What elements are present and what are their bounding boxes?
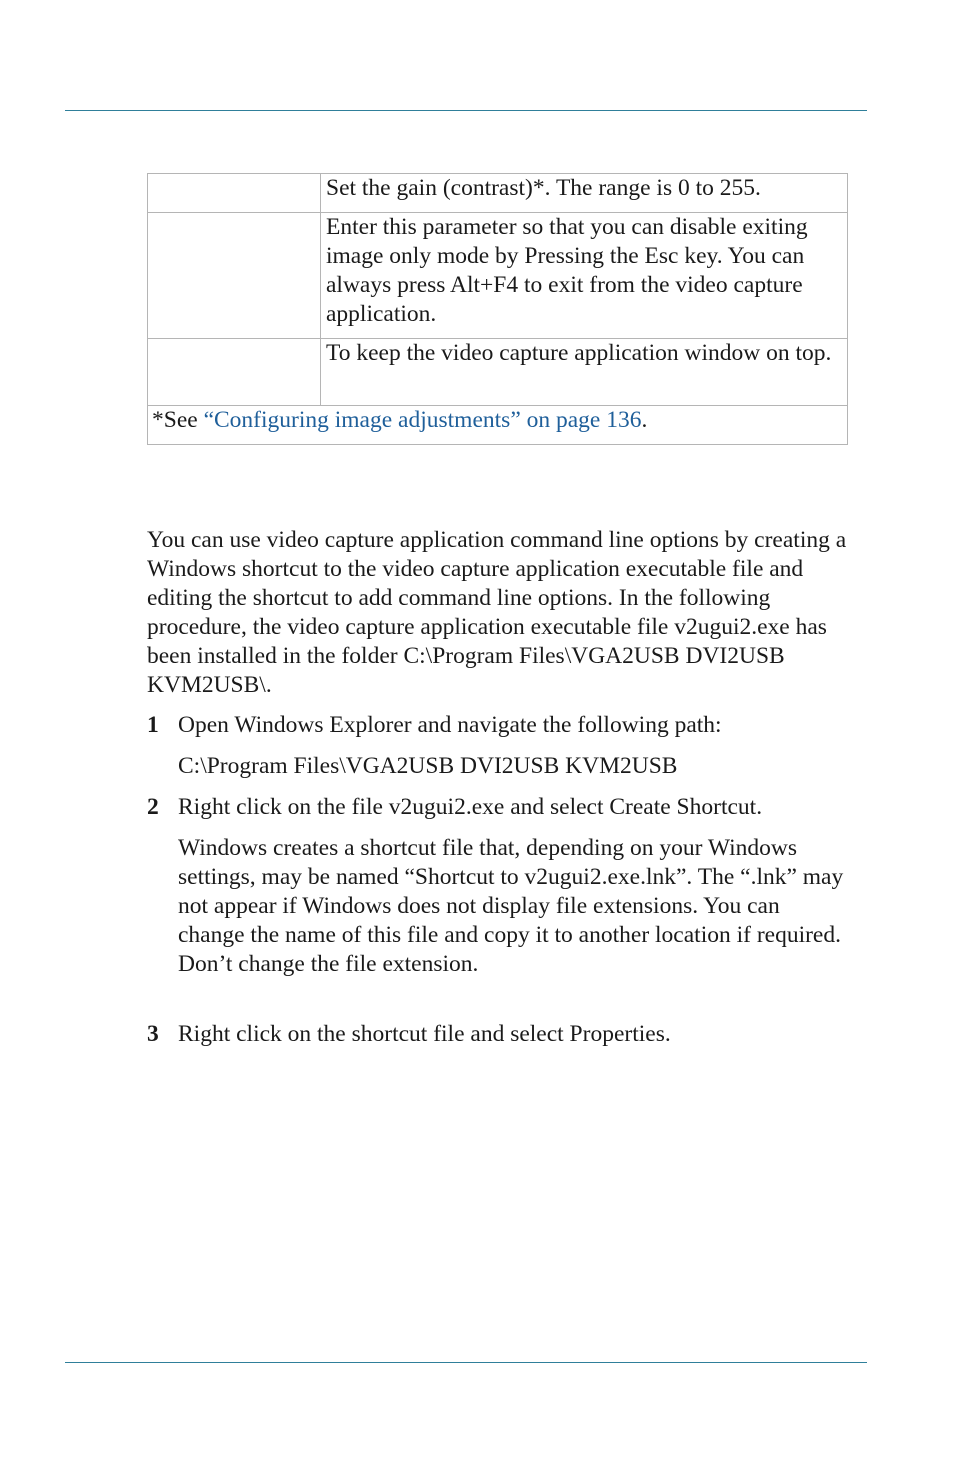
table-row: [148, 213, 848, 339]
step-path: C:\Program Files\VGA2USB DVI2USB KVM2USB: [178, 753, 678, 779]
parameter-description-cell: Set the gain (contrast)*. The range is 0 to 255.: [321, 174, 848, 213]
table-footnote: [148, 406, 848, 445]
step-number: 3: [147, 1021, 159, 1047]
table-row: [148, 339, 848, 406]
step-number: 2: [147, 794, 159, 820]
step-number: 1: [147, 712, 159, 738]
table-row: [148, 174, 848, 213]
parameter-name-cell: [148, 213, 321, 339]
step-text: Right click on the shortcut file and select Properties.: [178, 1021, 671, 1047]
step-text: Open Windows Explorer and navigate the following path:: [178, 712, 722, 738]
cross-reference-link[interactable]: “Configuring image adjustments” on page 136: [203, 407, 642, 433]
step-text: Right click on the file v2ugui2.exe and select Create Shortcut.: [178, 794, 763, 820]
footer-rule: [65, 1362, 867, 1363]
header-rule: [65, 110, 867, 111]
step-explanation: Windows creates a shortcut file that, depending on your Windows settings, may be named “Shortcut to v2ugui2.exe.lnk”. The “.lnk” may not appear if Windows does not display file extensions. You can change the name of this file and copy it to another location if required. Don’t change the file extension.: [178, 835, 844, 977]
parameter-table: [147, 173, 848, 445]
footnote-prefix: *See: [152, 407, 204, 433]
footnote-suffix: .: [641, 407, 648, 433]
parameter-name-cell: [148, 174, 321, 213]
parameter-description-cell: To keep the video capture application window on top.: [321, 339, 848, 406]
parameter-name-cell: [148, 339, 321, 406]
parameter-description-cell: Enter this parameter so that you can disable exiting image only mode by Pressing the Esc key. You can always press Alt+F4 to exit from the video capture application.: [321, 213, 848, 339]
intro-paragraph: You can use video capture application command line options by creating a Windows shortcut to the video capture application executable file and editing the shortcut to add command line options. In the following procedure, the video capture application executable file v2ugui2.exe has been installed in the folder C:\Program Files\VGA2USB DVI2USB KVM2USB\.: [147, 527, 847, 698]
table-note-row: [148, 406, 848, 445]
